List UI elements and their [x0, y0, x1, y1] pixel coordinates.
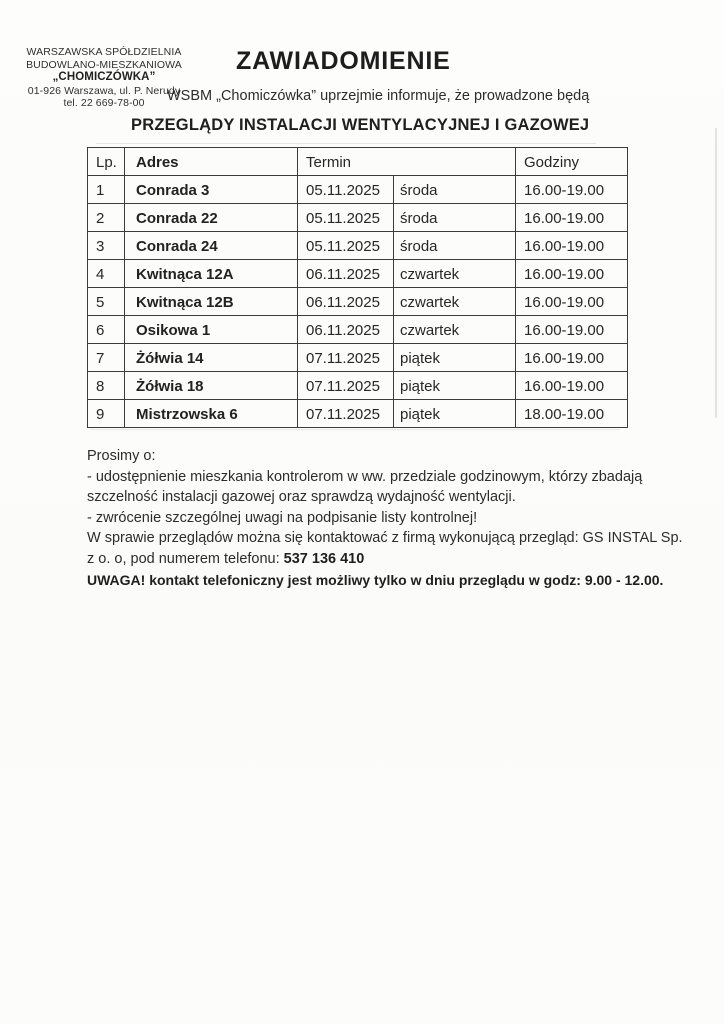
header-lp: Lp.: [88, 148, 125, 176]
table-row: [88, 372, 628, 400]
cell-termin-data: 05.11.2025: [298, 176, 394, 204]
cell-lp: 2: [88, 204, 125, 232]
header-godziny: Godziny: [516, 148, 628, 176]
cell-adres: Osikowa 1: [125, 316, 298, 344]
inspection-schedule-table: [87, 147, 628, 428]
cell-adres: Mistrzowska 6: [125, 400, 298, 428]
cell-adres: Żółwia 18: [125, 372, 298, 400]
cell-godziny: 18.00-19.00: [516, 400, 628, 428]
letterhead-address: 01-926 Warszawa, ul. P. Nerudy: [27, 84, 181, 97]
inspection-table-body: [88, 176, 628, 428]
table-row: [88, 316, 628, 344]
note-contact-line1: W sprawie przeglądów można się kontaktować z firmą wykonującą przegląd: GS INSTAL Sp.: [87, 530, 683, 547]
cell-lp: 7: [88, 344, 125, 372]
table-row: [88, 204, 628, 232]
cell-lp: 9: [88, 400, 125, 428]
footer-notes: [87, 446, 683, 590]
note-contact-prefix: z o. o, pod numerem telefonu:: [87, 550, 284, 567]
cell-lp: 4: [88, 260, 125, 288]
cell-godziny: 16.00-19.00: [516, 176, 628, 204]
note-point1-line1: - udostępnienie mieszkania kontrolerom w ww. przedziale godzinowym, którzy zbadają: [87, 468, 643, 485]
table-row: [88, 288, 628, 316]
letterhead-org-line2: BUDOWLANO-MIESZKANIOWA: [26, 58, 182, 71]
cell-termin-data: 06.11.2025: [298, 316, 394, 344]
cell-adres: Żółwia 14: [125, 344, 298, 372]
cell-godziny: 16.00-19.00: [516, 344, 628, 372]
cell-termin-data: 05.11.2025: [298, 232, 394, 260]
cell-lp: 6: [88, 316, 125, 344]
cell-lp: 8: [88, 372, 125, 400]
document-heading: PRZEGLĄDY INSTALACJI WENTYLACYJNEJ I GAZOWEJ: [131, 116, 590, 134]
cell-adres: Conrada 22: [125, 204, 298, 232]
scan-artifact-top-line: [96, 143, 596, 144]
cell-godziny: 16.00-19.00: [516, 204, 628, 232]
note-prosimy: Prosimy o:: [87, 448, 156, 464]
table-row: [88, 344, 628, 372]
note-point1-line2: szczelność instalacji gazowej oraz sprawdzą wydajność wentylacji.: [87, 489, 516, 506]
header-adres: Adres: [125, 148, 298, 176]
cell-lp: 1: [88, 176, 125, 204]
cell-godziny: 16.00-19.00: [516, 316, 628, 344]
letterhead-org-name: „CHOMICZÓWKA”: [52, 71, 156, 84]
cell-godziny: 16.00-19.00: [516, 232, 628, 260]
cell-termin-dzien: czwartek: [394, 316, 516, 344]
cell-termin-dzien: piątek: [394, 372, 516, 400]
cell-adres: Conrada 3: [125, 176, 298, 204]
cell-termin-data: 07.11.2025: [298, 372, 394, 400]
cell-adres: Kwitnąca 12A: [125, 260, 298, 288]
cell-termin-dzien: piątek: [394, 400, 516, 428]
table-row: [88, 260, 628, 288]
note-contact-line2: [87, 549, 652, 570]
table-row: [88, 176, 628, 204]
cell-termin-data: 07.11.2025: [298, 400, 394, 428]
scan-artifact-right-edge: [715, 128, 717, 418]
cell-termin-data: 07.11.2025: [298, 344, 394, 372]
scan-artifact-bottom-line: [90, 429, 620, 430]
cell-adres: Kwitnąca 12B: [125, 288, 298, 316]
letterhead: [16, 46, 192, 110]
cell-lp: 5: [88, 288, 125, 316]
cell-termin-data: 06.11.2025: [298, 260, 394, 288]
cell-godziny: 16.00-19.00: [516, 260, 628, 288]
intro-line: WSBM „Chomiczówka” uprzejmie informuje, że prowadzone będą: [167, 88, 590, 104]
note-warning: UWAGA! kontakt telefoniczny jest możliwy tylko w dniu przeglądu w godz: 9.00 - 12.00.: [87, 571, 664, 588]
cell-termin-data: 06.11.2025: [298, 288, 394, 316]
letterhead-phone: tel. 22 669-78-00: [63, 97, 145, 110]
cell-termin-dzien: środa: [394, 232, 516, 260]
table-row: [88, 232, 628, 260]
letterhead-org-line1: WARSZAWSKA SPÓŁDZIELNIA: [26, 46, 182, 58]
note-point2: - zwrócenie szczególnej uwagi na podpisanie listy kontrolnej!: [87, 509, 478, 526]
cell-godziny: 16.00-19.00: [516, 288, 628, 316]
cell-lp: 3: [88, 232, 125, 260]
cell-termin-dzien: środa: [394, 176, 516, 204]
cell-termin-dzien: piątek: [394, 344, 516, 372]
table-row: [88, 400, 628, 428]
cell-termin-dzien: środa: [394, 204, 516, 232]
table-header-row: [88, 148, 628, 176]
cell-godziny: 16.00-19.00: [516, 372, 628, 400]
cell-termin-data: 05.11.2025: [298, 204, 394, 232]
cell-termin-dzien: czwartek: [394, 260, 516, 288]
document-title: ZAWIADOMIENIE: [236, 47, 451, 75]
contact-phone-number: 537 136 410: [283, 550, 365, 567]
cell-adres: Conrada 24: [125, 232, 298, 260]
header-termin: Termin: [298, 148, 516, 176]
cell-termin-dzien: czwartek: [394, 288, 516, 316]
